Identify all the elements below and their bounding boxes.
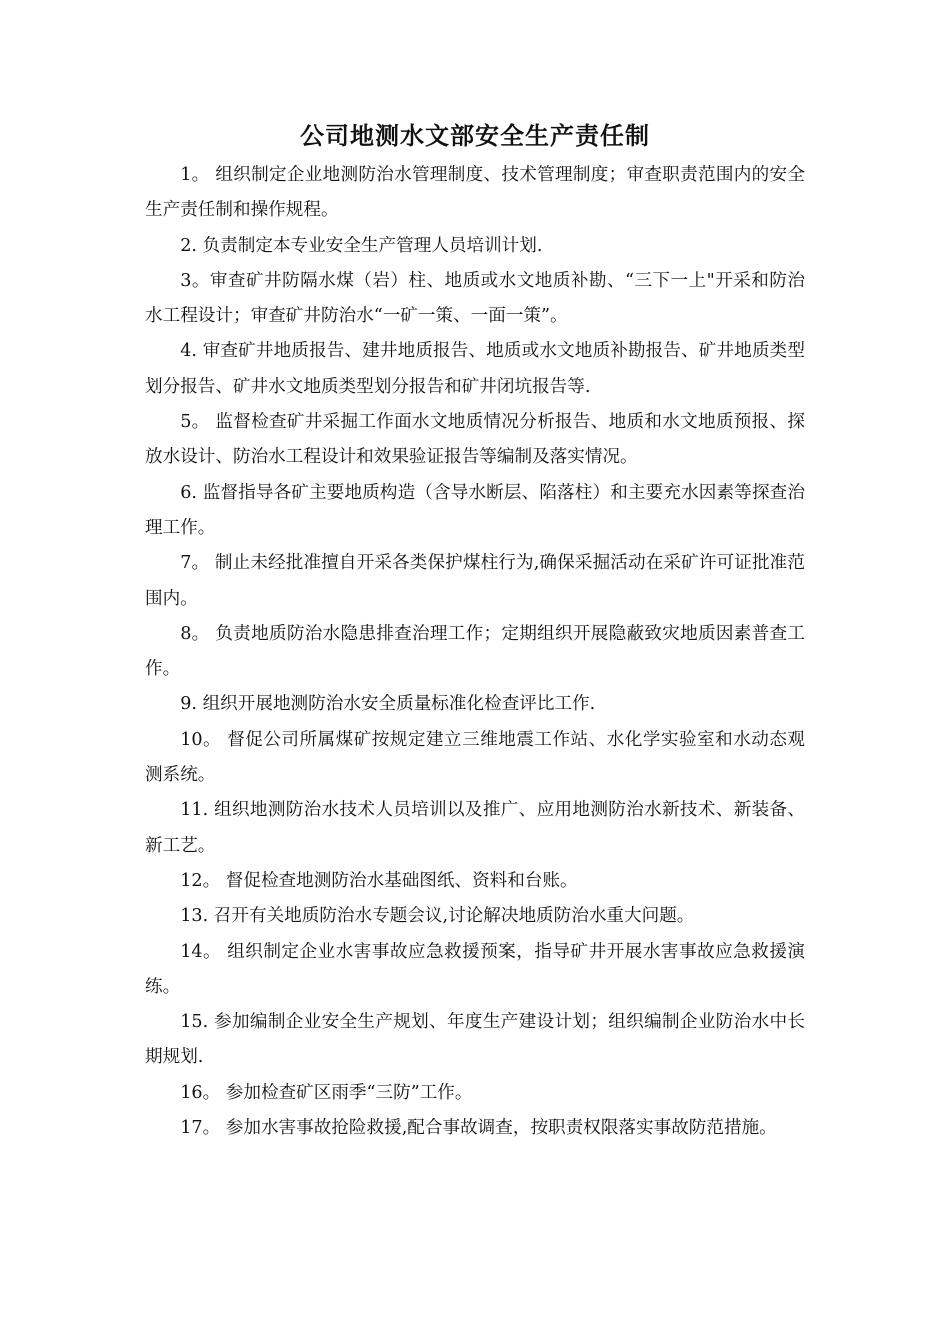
paragraph-1: 1。 组织制定企业地测防治水管理制度、技术管理制度；审查职责范围内的安全生产责任制和操作规程。 [145,165,805,221]
paragraph-17: 17。 参加水害事故抢险救援,配合事故调查，按职责权限落实事故防范措施。 [180,1118,777,1139]
paragraph-5: 5。 监督检查矿井采掘工作面水文地质情况分析报告、地质和水文地质预报、探放水设计、防治水工程设计和效果验证报告等编制及落实情况。 [145,412,805,468]
document-title: 公司地测水文部安全生产责任制 [300,122,650,150]
paragraph-6: 6. 监督指导各矿主要地质构造（含导水断层、陷落柱）和主要充水因素等探查治理工作。 [145,482,805,538]
paragraph-14: 14。 组织制定企业水害事故应急救援预案，指导矿井开展水害事故应急救援演练。 [145,941,805,997]
paragraph-8: 8。 负责地质防治水隐患排查治理工作；定期组织开展隐蔽致灾地质因素普查工作。 [145,623,805,680]
paragraph-4: 4. 审查矿井地质报告、建井地质报告、地质或水文地质补勘报告、矿井地质类型划分报告、矿井水文地质类型划分报告和矿井闭坑报告等. [145,341,805,397]
paragraph-15: 15. 参加编制企业安全生产规划、年度生产建设计划；组织编制企业防治水中长期规划. [145,1012,805,1068]
paragraph-7: 7。 制止未经批准擅自开采各类保护煤柱行为,确保采掘活动在采矿许可证批准范围内。 [145,553,805,609]
paragraph-10: 10。 督促公司所属煤矿按规定建立三维地震工作站、水化学实验室和水动态观测系统。 [145,729,805,786]
paragraph-2: 2. 负责制定本专业安全生产管理人员培训计划. [180,235,543,256]
paragraph-16: 16。 参加检查矿区雨季“三防”工作。 [180,1082,473,1103]
paragraph-12: 12。 督促检查地测防治水基础图纸、资料和台账。 [180,870,578,891]
paragraph-3: 3。审查矿井防隔水煤（岩）柱、地质或水文地质补勘、“三下一上"开采和防治水工程设计；审查矿井防治水“一矿一策、一面一策”。 [145,270,805,327]
document-body [145,158,805,1146]
paragraph-13: 13. 召开有关地质防治水专题会议,讨论解决地质防治水重大问题。 [180,906,695,927]
paragraph-11: 11. 组织地测防治水技术人员培训以及推广、应用地测防治水新技术、新装备、新工艺。 [145,800,805,856]
paragraph-9: 9. 组织开展地测防治水安全质量标准化检查评比工作. [180,694,596,715]
